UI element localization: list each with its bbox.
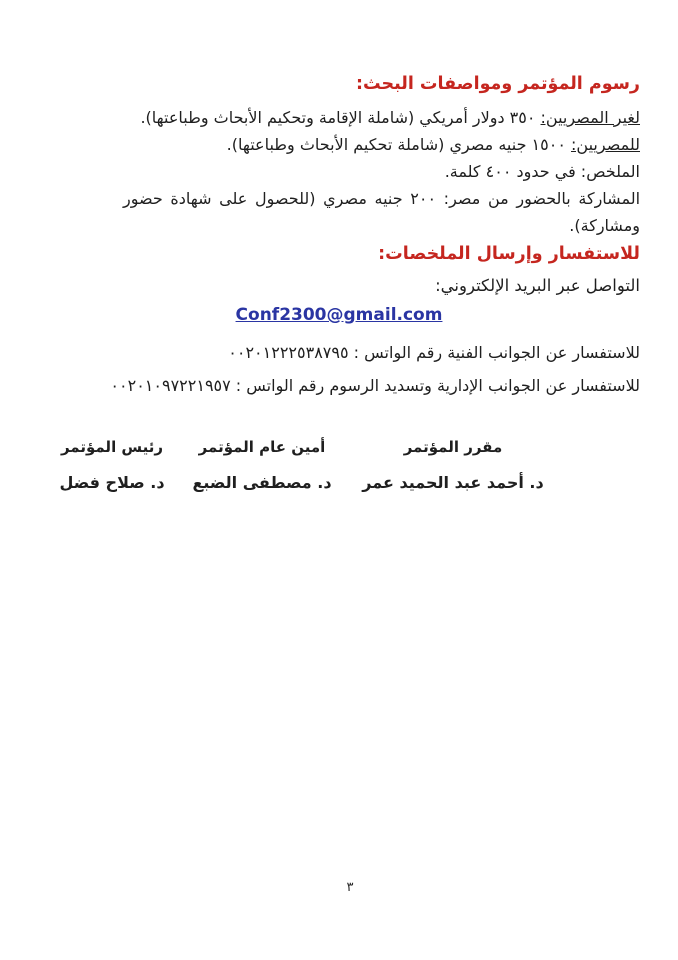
whatsapp-admin-line: للاستفسار عن الجوانب الإدارية وتسديد الرسوم رقم الواتس : ٠٠٢٠١٠٩٧٢٢١٩٥٧: [110, 376, 640, 395]
secretary-general-name: د. مصطفى الضبع: [192, 473, 332, 492]
non-egyptians-text: ٣٥٠ دولار أمريكي (شاملة الإقامة وتحكيم الأبحاث وطباعتها).: [140, 108, 541, 127]
non-egyptians-label: لغير المصريين:: [540, 108, 640, 127]
fee-line-egyptians: [38, 131, 640, 158]
contact-section-heading: للاستفسار وإرسال الملخصات:: [378, 244, 640, 264]
president-title: رئيس المؤتمر: [60, 438, 164, 456]
rapporteur-title: مقرر المؤتمر: [403, 438, 503, 456]
secretary-general-title: أمين عام المؤتمر: [198, 438, 326, 456]
email-intro-line: التواصل عبر البريد الإلكتروني:: [435, 276, 640, 295]
email-link[interactable]: Conf2300@gmail.com: [235, 305, 443, 325]
page-number: ٣: [346, 880, 354, 895]
abstract-line: الملخص: في حدود ٤٠٠ كلمة.: [444, 162, 640, 181]
email-row: [38, 303, 640, 327]
signature-secretary-general: [192, 437, 331, 494]
signature-rapporteur: [362, 437, 543, 494]
egyptians-label: للمصريين:: [571, 135, 640, 154]
signature-block: [0, 437, 678, 512]
whatsapp-technical-line: للاستفسار عن الجوانب الفنية رقم الواتس : ٠٠٢٠١٢٢٢٥٣٨٧٩٥: [228, 343, 640, 362]
president-name: د. صلاح فضل: [59, 473, 165, 492]
signature-president: [59, 437, 164, 494]
egyptians-text: ١٥٠٠ جنيه مصري (شاملة تحكيم الأبحاث وطباعتها).: [226, 135, 572, 154]
attendance-line: المشاركة بالحضور من مصر: ٢٠٠ جنيه مصري (للحصول على شهادة حضور ومشاركة).: [123, 189, 641, 235]
document-content: [38, 72, 640, 399]
rapporteur-name: د. أحمد عبد الحميد عمر: [362, 473, 544, 492]
fees-section-heading: رسوم المؤتمر ومواصفات البحث:: [355, 74, 640, 94]
fee-line-non-egyptians: [38, 104, 640, 131]
